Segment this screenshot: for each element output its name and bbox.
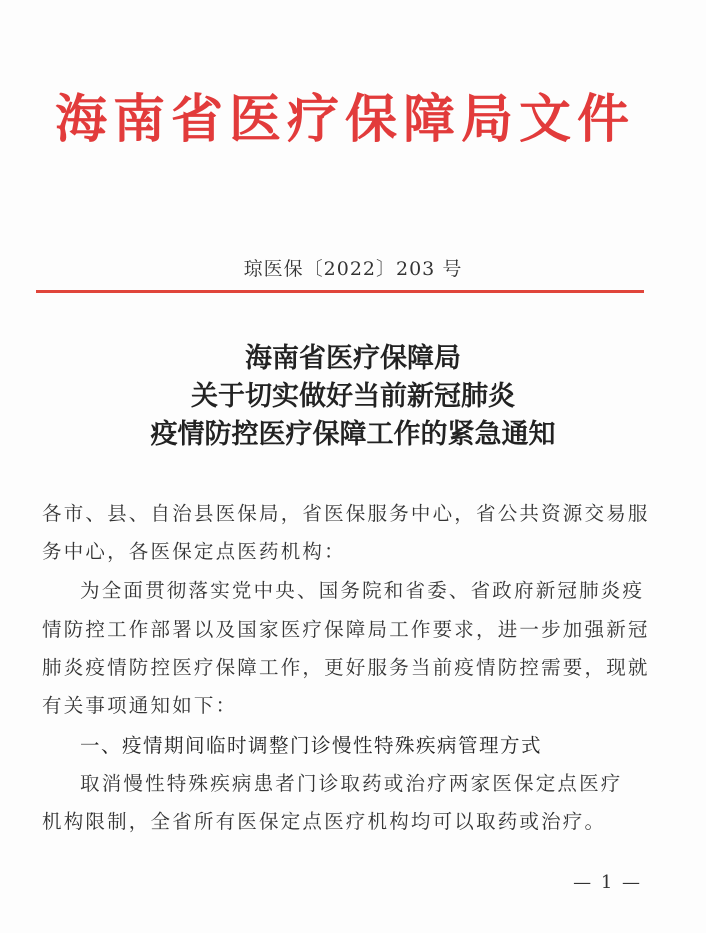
document-number: 琼医保〔2022〕203 号 <box>243 258 463 280</box>
section-1-heading: 一、疫情期间临时调整门诊慢性特殊疾病管理方式 <box>80 734 543 757</box>
addressee-line-1: 各市、县、自治县医保局，省医保服务中心，省公共资源交易服 <box>42 502 650 525</box>
red-divider-line <box>36 290 644 293</box>
intro-paragraph-line-4: 有关事项通知如下： <box>42 694 238 717</box>
page-number: — 1 — <box>573 872 642 893</box>
intro-paragraph-line-1: 为全面贯彻落实党中央、国务院和省委、省政府新冠肺炎疫 <box>80 579 645 602</box>
section-1-line-2: 机构限制，全省所有医保定点医疗机构均可以取药或治疗。 <box>42 810 607 833</box>
section-1-line-1: 取消慢性特殊疾病患者门诊取药或治疗两家医保定点医疗 <box>80 772 623 795</box>
intro-paragraph-line-3: 肺炎疫情防控医疗保障工作，更好服务当前疫情防控需要，现就 <box>42 656 650 679</box>
document-title-line-2: 关于切实做好当前新冠肺炎 <box>191 381 515 412</box>
document-title-line-1: 海南省医疗保障局 <box>245 343 461 374</box>
document-title-line-3: 疫情防控医疗保障工作的紧急通知 <box>150 419 556 450</box>
agency-header-title: 海南省医疗保障局文件 <box>54 89 635 150</box>
addressee-line-2: 务中心，各医保定点医药机构： <box>42 540 346 563</box>
intro-paragraph-line-2: 情防控工作部署以及国家医疗保障局工作要求，进一步加强新冠 <box>42 618 650 641</box>
